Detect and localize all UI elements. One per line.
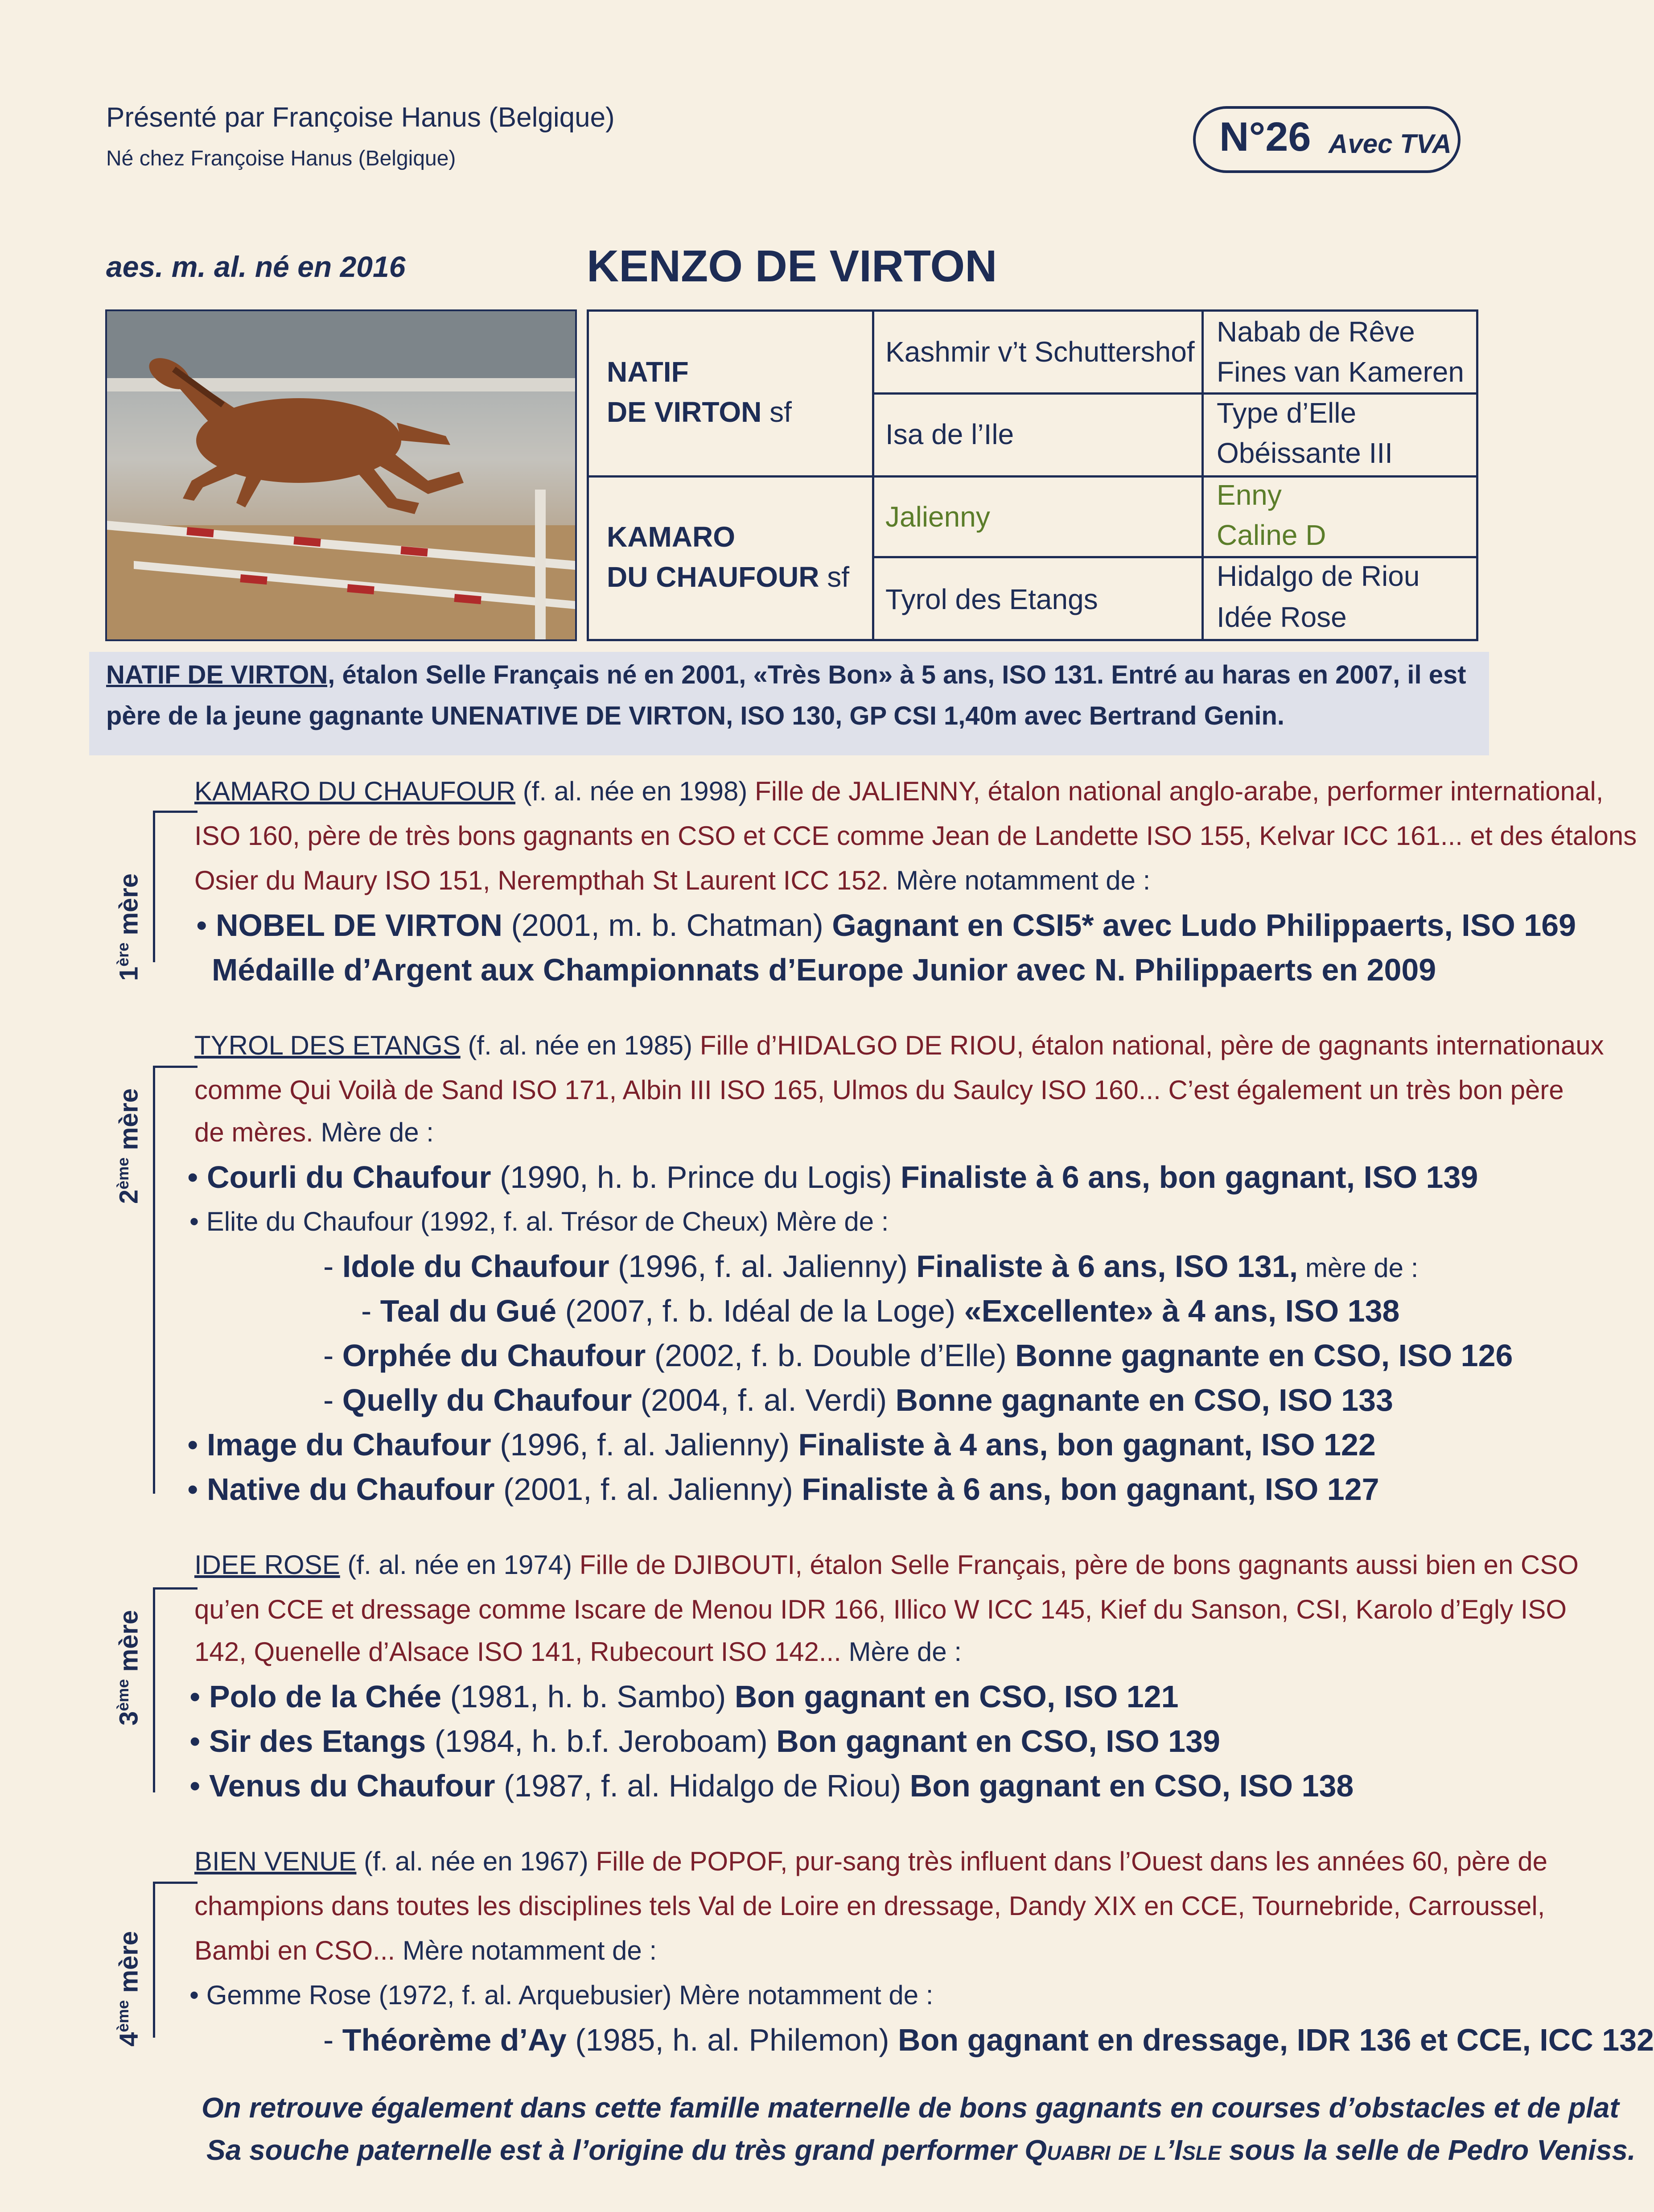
m2-label: 2ème mère bbox=[114, 1088, 144, 1204]
m3-line1: IDEE ROSE (f. al. née en 1974) Fille de DJIBOUTI, étalon Selle Français, père de bons gagnants aussi bien en CSO bbox=[194, 1550, 1579, 1580]
m2-line3: de mères. Mère de : bbox=[194, 1117, 434, 1147]
ggp-8: Idée Rose bbox=[1217, 601, 1347, 633]
granddam-maternal: Tyrol des Etangs bbox=[885, 583, 1098, 615]
m4-bracket-top bbox=[153, 1882, 197, 1884]
m4-line2: champions dans toutes les disciplines tels Val de Loire en dressage, Dandy XIX en CCE, Tournebride, Carroussel, bbox=[194, 1891, 1545, 1921]
grandsire-paternal: Kashmir v’t Schuttershof bbox=[885, 336, 1195, 368]
m4-label: 4ème mère bbox=[114, 1931, 144, 2047]
m2-greatgrand-1: - Teal du Gué (2007, f. b. Idéal de la Loge) «Excellente» à 4 ans, ISO 138 bbox=[361, 1293, 1400, 1328]
granddam-paternal: Isa de l’Ile bbox=[885, 418, 1014, 450]
m1-line3: Osier du Maury ISO 151, Nerempthah St Laurent ICC 152. Mère notamment de : bbox=[194, 865, 1151, 895]
m3-produce-3: • Venus du Chaufour (1987, f. al. Hidalgo de Riou) Bon gagnant en CSO, ISO 138 bbox=[189, 1768, 1354, 1803]
pedigree-table bbox=[587, 309, 1478, 641]
m2-produce-2: • Elite du Chaufour (1992, f. al. Trésor de Cheux) Mère de : bbox=[189, 1207, 889, 1236]
horse-name: KENZO DE VIRTON bbox=[587, 241, 997, 291]
m2-produce-1: • Courli du Chaufour (1990, h. b. Prince du Logis) Finaliste à 6 ans, bon gagnant, ISO 139 bbox=[187, 1160, 1478, 1195]
m3-bracket-top bbox=[153, 1587, 197, 1590]
ggp-5: Enny bbox=[1217, 479, 1282, 511]
ggp-4: Obéissante III bbox=[1217, 437, 1393, 469]
m3-produce-1: • Polo de la Chée (1981, h. b. Sambo) Bon gagnant en CSO, ISO 121 bbox=[189, 1679, 1179, 1714]
ggp-6: Caline D bbox=[1217, 519, 1326, 551]
sire-note-line1: NATIF DE VIRTON, étalon Selle Français né en 2001, «Très Bon» à 5 ans, ISO 131. Entré au haras en 2007, il est bbox=[106, 660, 1466, 689]
sire-note-line2: père de la jeune gagnante UNENATIVE DE VIRTON, ISO 130, GP CSI 1,40m avec Bertrand Genin. bbox=[106, 701, 1285, 730]
ggp-7: Hidalgo de Riou bbox=[1217, 560, 1420, 592]
m3-line3: 142, Quenelle d’Alsace ISO 141, Rubecourt ISO 142... Mère de : bbox=[194, 1637, 962, 1667]
m4-grand-1: - Théorème d’Ay (1985, h. al. Philemon) Bon gagnant en dressage, IDR 136 et CCE, ICC 132 bbox=[323, 2023, 1654, 2057]
lot-vat: Avec TVA bbox=[1329, 129, 1452, 159]
m2-line1: TYROL DES ETANGS (f. al. née en 1985) Fille d’HIDALGO DE RIOU, étalon national, père de gagnants internationaux bbox=[194, 1030, 1604, 1060]
footer-line1: On retrouve également dans cette famille maternelle de bons gagnants en courses d’obstacles et de plat bbox=[202, 2092, 1619, 2124]
m2-grand-1: - Idole du Chaufour (1996, f. al. Jalienny) Finaliste à 6 ans, ISO 131, mère de : bbox=[323, 1249, 1419, 1284]
m2-bracket-side bbox=[153, 1066, 155, 1494]
ggp-2: Fines van Kameren bbox=[1217, 356, 1464, 388]
dam-name-line1: KAMARO bbox=[607, 521, 735, 553]
horse-jumping-illustration bbox=[107, 311, 575, 639]
m2-grand-3: - Quelly du Chaufour (2004, f. al. Verdi) Bonne gagnante en CSO, ISO 133 bbox=[323, 1383, 1393, 1417]
horse-description: aes. m. al. né en 2016 bbox=[106, 250, 406, 283]
m3-bracket-side bbox=[153, 1587, 155, 1792]
m4-line1: BIEN VENUE (f. al. née en 1967) Fille de POPOF, pur-sang très influent dans l’Ouest dans les années 60, père de bbox=[194, 1846, 1547, 1876]
m3-line2: qu’en CCE et dressage comme Iscare de Menou IDR 166, Illico W ICC 145, Kief du Sanson, CSI, Karolo d’Egly ISO bbox=[194, 1594, 1567, 1624]
birthplace-text: Né chez Françoise Hanus (Belgique) bbox=[106, 147, 456, 170]
ggp-3: Type d’Elle bbox=[1217, 397, 1357, 429]
m1-line2: ISO 160, père de très bons gagnants en CSO et CCE comme Jean de Landette ISO 155, Kelvar ICC 161... et des étalons bbox=[194, 821, 1637, 851]
m2-line2: comme Qui Voilà de Sand ISO 171, Albin III ISO 165, Ulmos du Saulcy ISO 160... C’est également un très bon père bbox=[194, 1075, 1564, 1105]
sire-name-line2: DE VIRTON sf bbox=[607, 396, 792, 428]
lot-number: N°26 bbox=[1219, 114, 1311, 160]
m4-produce-1: • Gemme Rose (1972, f. al. Arquebusier) Mère notamment de : bbox=[189, 1980, 934, 2010]
m1-label: 1ère mère bbox=[114, 873, 144, 981]
m2-produce-4: • Native du Chaufour (2001, f. al. Jalienny) Finaliste à 6 ans, bon gagnant, ISO 127 bbox=[187, 1472, 1379, 1507]
presenter-text: Présenté par Françoise Hanus (Belgique) bbox=[106, 102, 615, 133]
m4-line3: Bambi en CSO... Mère notamment de : bbox=[194, 1936, 657, 1965]
m2-bracket-top bbox=[153, 1066, 197, 1068]
m1-produce-1: • NOBEL DE VIRTON (2001, m. b. Chatman) Gagnant en CSI5* avec Ludo Philippaerts, ISO 169 bbox=[196, 908, 1576, 943]
sire-name-line1: NATIF bbox=[607, 356, 689, 388]
m2-produce-3: • Image du Chaufour (1996, f. al. Jalienny) Finaliste à 4 ans, bon gagnant, ISO 122 bbox=[187, 1427, 1376, 1462]
m1-bracket-top bbox=[153, 811, 197, 813]
m3-produce-2: • Sir des Etangs (1984, h. b.f. Jeroboam) Bon gagnant en CSO, ISO 139 bbox=[189, 1724, 1220, 1759]
horse-photo bbox=[105, 309, 577, 641]
m4-bracket-side bbox=[153, 1882, 155, 2038]
ggp-1: Nabab de Rêve bbox=[1217, 316, 1415, 348]
m1-line1: KAMARO DU CHAUFOUR (f. al. née en 1998) Fille de JALIENNY, étalon national anglo-arabe, performer international, bbox=[194, 776, 1604, 806]
dam-name-line2: DU CHAUFOUR sf bbox=[607, 561, 849, 593]
m1-bracket-side bbox=[153, 811, 155, 962]
m1-produce-1-line2: Médaille d’Argent aux Championnats d’Europe Junior avec N. Philippaerts en 2009 bbox=[212, 952, 1436, 987]
footer-line2: Sa souche paternelle est à l’origine du très grand performer Quabri de l’Isle sous la selle de Pedro Veniss. bbox=[206, 2134, 1636, 2166]
grandsire-maternal: Jalienny bbox=[885, 501, 990, 533]
m3-label: 3ème mère bbox=[114, 1610, 144, 1726]
m2-grand-2: - Orphée du Chaufour (2002, f. b. Double d’Elle) Bonne gagnante en CSO, ISO 126 bbox=[323, 1338, 1513, 1373]
